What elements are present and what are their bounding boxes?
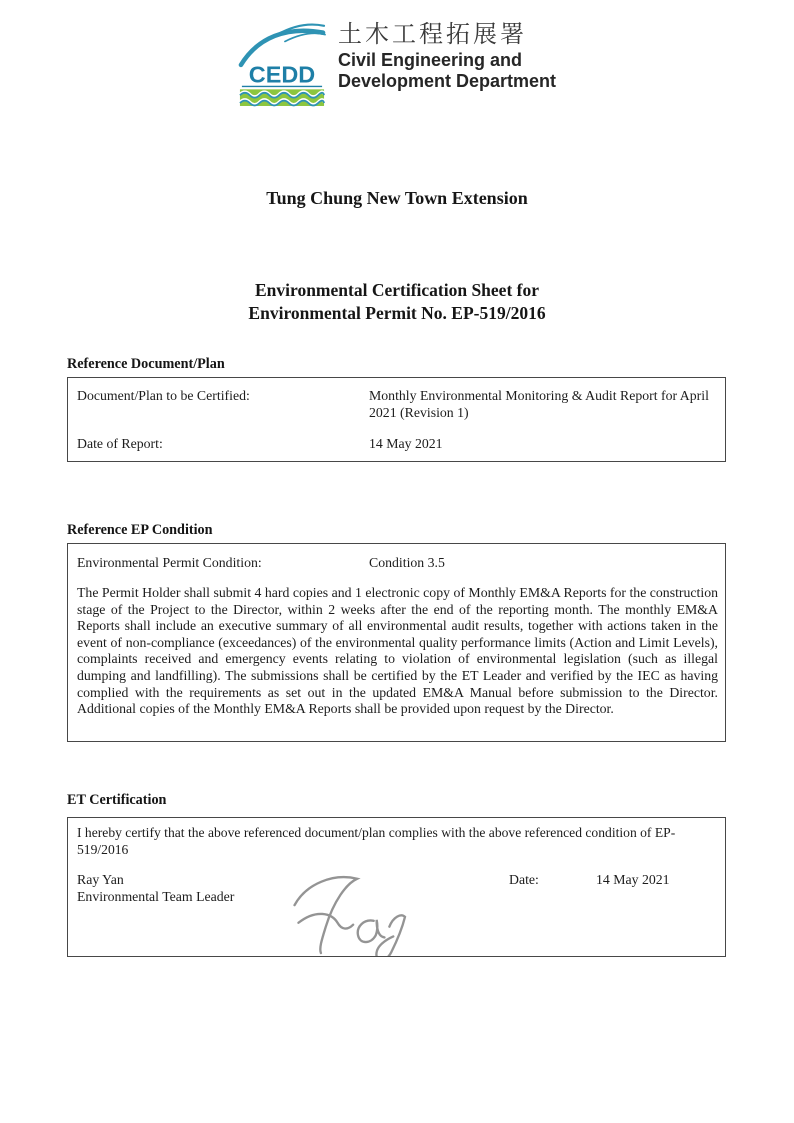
reference-document-box (67, 377, 726, 462)
document-to-be-certified-label: Document/Plan to be Certified: (77, 388, 250, 403)
et-certification-heading: ET Certification (67, 792, 167, 808)
signer-title: Environmental Team Leader (77, 888, 235, 904)
sheet-title-line2: Environmental Permit No. EP-519/2016 (248, 303, 546, 323)
department-name-english-line1: Civil Engineering and (337, 50, 522, 70)
cedd-header (0, 14, 794, 108)
project-title: Tung Chung New Town Extension (266, 188, 528, 208)
date-of-report-label: Date of Report: (77, 436, 163, 451)
department-name-chinese: 土木工程拓展署 (337, 21, 527, 48)
certification-statement: I hereby certify that the above referenced document/plan complies with the above referenced condition of EP-519/2016 (77, 825, 676, 857)
sheet-title (0, 279, 794, 325)
cedd-department-name (338, 14, 556, 92)
reference-document-heading: Reference Document/Plan (67, 356, 225, 372)
date-value: 14 May 2021 (596, 872, 670, 887)
cedd-logo-icon (238, 14, 326, 108)
permit-condition-value: Condition 3.5 (369, 555, 445, 570)
signer-block (77, 872, 234, 905)
signer-name: Ray Yan (77, 872, 124, 887)
document-to-be-certified-value: Monthly Environmental Monitoring & Audit Report for April 2021 (Revision 1) (369, 388, 709, 420)
date-label: Date: (509, 872, 539, 887)
reference-ep-condition-heading: Reference EP Condition (67, 522, 213, 538)
svg-text:CEDD: CEDD (248, 61, 316, 88)
reference-ep-condition-box (67, 543, 726, 742)
permit-condition-label: Environmental Permit Condition: (77, 555, 262, 570)
department-name-english-line2: Development Department (337, 71, 557, 91)
permit-condition-text: The Permit Holder shall submit 4 hard copies and 1 electronic copy of Monthly EM&A Reports for the construction stage of the Project to the Director, within 2 weeks after the end of the reporting month. The monthly EM&A Reports shall include an executive summary of all environmental audit results, together with actions taken in the event of non-compliance (exceedances) of the environmental quality performance limits (Action and Limit Levels), complaints received and emergency events relating to violation of environmental legislation (such as illegal dumping and landfilling). The submissions shall be certified by the ET Leader and verified by the IEC as having complied with the requirements as set out in the updated EM&A Manual before submission to the Director. Additional copies of the Monthly EM&A Reports shall be provided upon request by the Director. (77, 585, 718, 717)
et-certification-box (67, 817, 726, 957)
sheet-title-line1: Environmental Certification Sheet for (254, 280, 539, 300)
date-of-report-value: 14 May 2021 (369, 436, 443, 451)
signature-icon (276, 868, 446, 956)
